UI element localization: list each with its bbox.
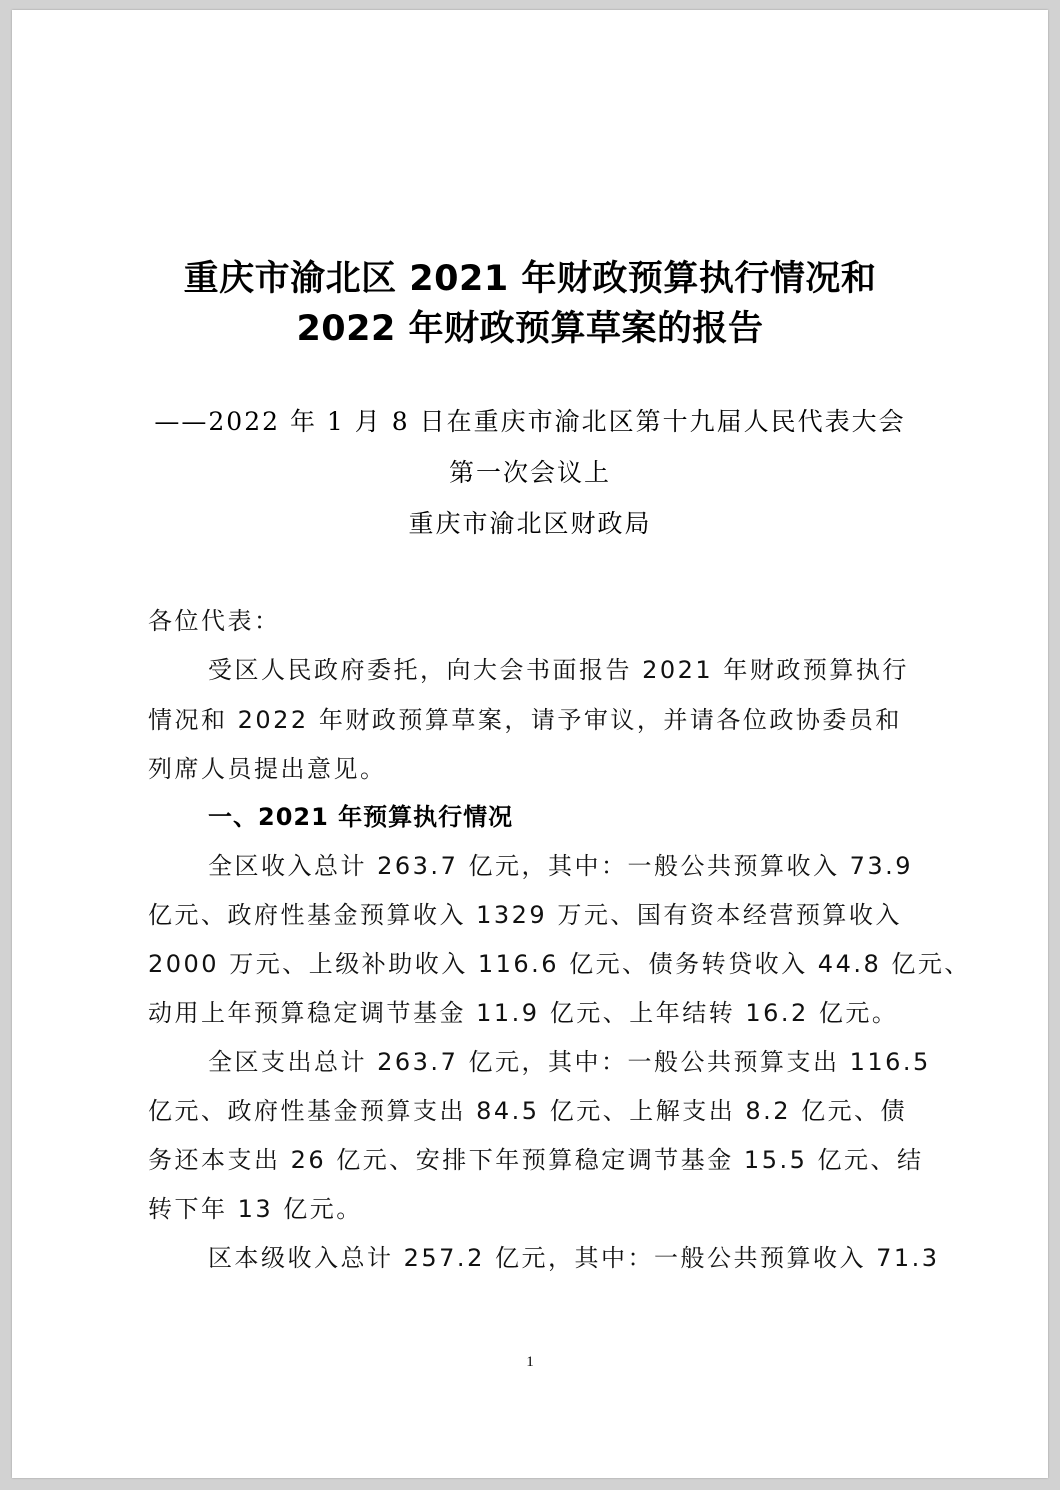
subtitle-author: 重庆市渝北区财政局 <box>408 509 652 538</box>
paragraph-2-line-2: 亿元、政府性基金预算收入 1329 万元、国有资本经营预算收入 <box>148 901 902 929</box>
report-title-line-1: 重庆市渝北区 2021 年财政预算执行情况和 <box>183 259 877 299</box>
subtitle-meeting-line-2: 第一次会议上 <box>448 458 611 487</box>
paragraph-3-line-1: 全区支出总计 263.7 亿元，其中：一般公共预算支出 116.5 <box>208 1048 931 1076</box>
report-title-line-2: 2022 年财政预算草案的报告 <box>296 309 764 349</box>
paragraph-3-line-2: 亿元、政府性基金预算支出 84.5 亿元、上解支出 8.2 亿元、债 <box>148 1097 908 1125</box>
paragraph-1-line-2: 情况和 2022 年财政预算草案，请予审议，并请各位政协委员和 <box>148 706 902 734</box>
document-page <box>12 10 1048 1478</box>
paragraph-3-line-4: 转下年 13 亿元。 <box>148 1195 363 1223</box>
paragraph-1-line-3: 列席人员提出意见。 <box>148 755 387 783</box>
paragraph-3-line-3: 务还本支出 26 亿元、安排下年预算稳定调节基金 15.5 亿元、结 <box>148 1146 924 1174</box>
paragraph-2-line-3: 2000 万元、上级补助收入 116.6 亿元、债务转贷收入 44.8 亿元、 <box>148 950 971 978</box>
paragraph-1-line-1: 受区人民政府委托，向大会书面报告 2021 年财政预算执行 <box>208 656 909 684</box>
salutation: 各位代表： <box>148 607 281 635</box>
subtitle-meeting-line-1: ——2022 年 1 月 8 日在重庆市渝北区第十九届人民代表大会 <box>154 407 906 436</box>
paragraph-2-line-4: 动用上年预算稳定调节基金 11.9 亿元、上年结转 16.2 亿元。 <box>148 999 899 1027</box>
paragraph-4-line-1: 区本级收入总计 257.2 亿元，其中：一般公共预算收入 71.3 <box>208 1244 940 1272</box>
page-number: 1 <box>526 1354 534 1370</box>
section-heading-budget-execution: 一、2021 年预算执行情况 <box>208 803 514 831</box>
paragraph-2-line-1: 全区收入总计 263.7 亿元，其中：一般公共预算收入 73.9 <box>208 852 914 880</box>
